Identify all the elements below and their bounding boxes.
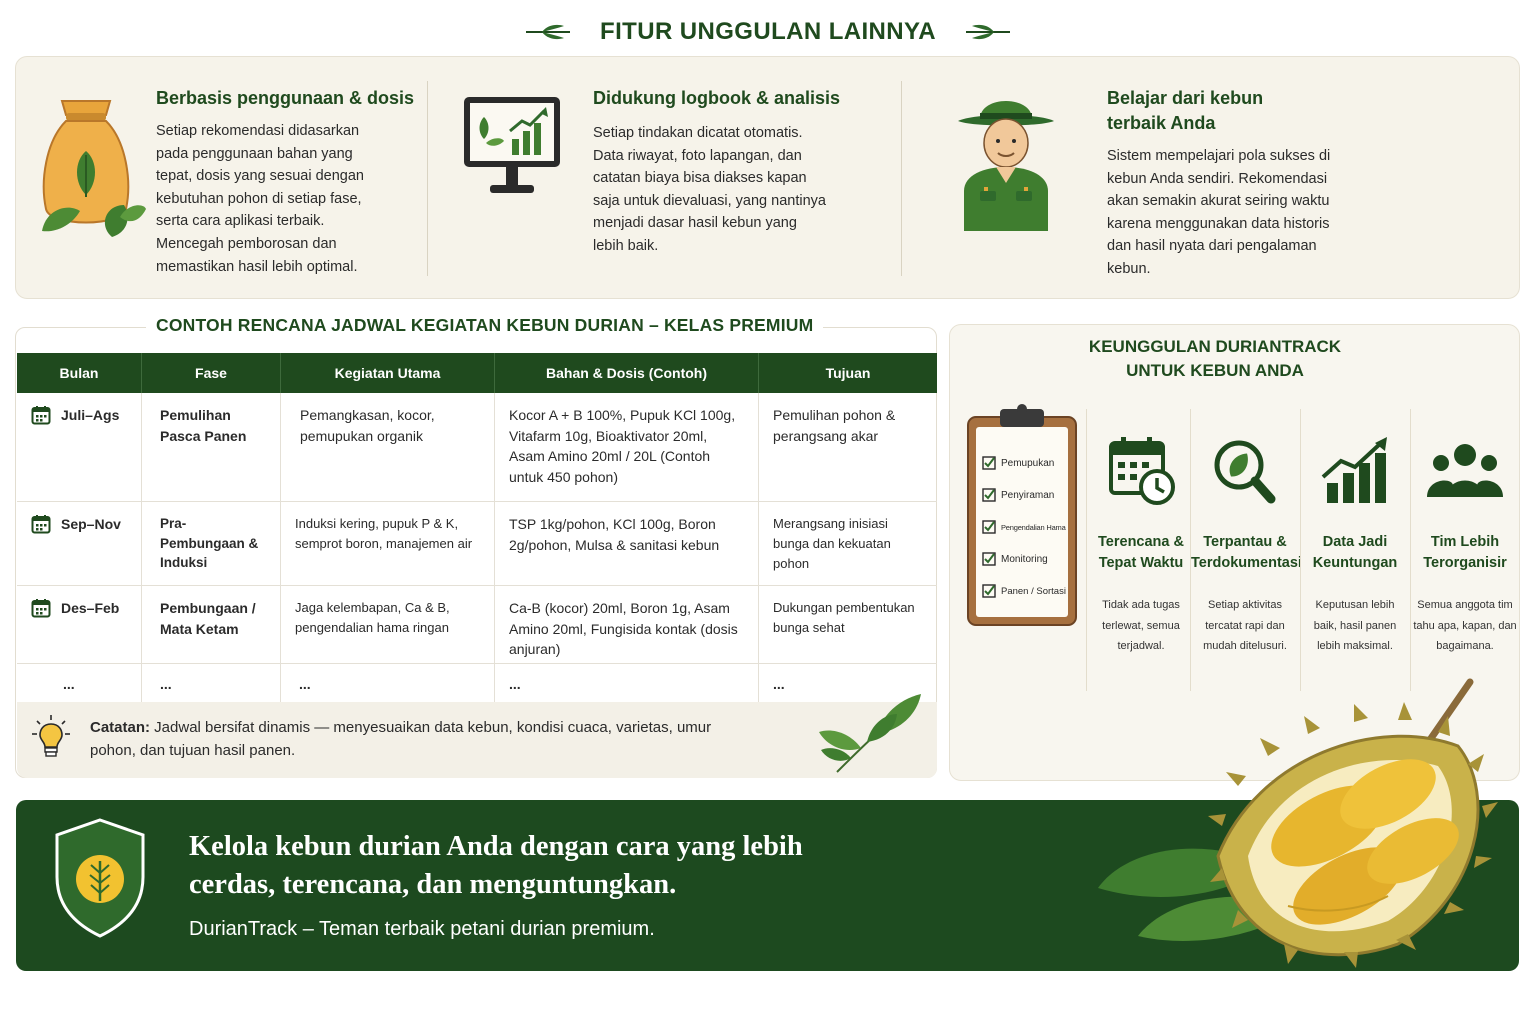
advantage-title: Terpantau & Terdokumentasi (1191, 534, 1302, 571)
feature-title: Didukung logbook & analisis (593, 88, 841, 108)
advantage-description: Semua anggota tim tahu apa, kapan, dan bagaimana. (1413, 599, 1517, 652)
checklist-label: Pemupukan (1001, 457, 1055, 469)
advantage-planned-on-time (1086, 409, 1194, 691)
column-header-month: Bulan (17, 353, 142, 393)
durian-fruit-icon (1098, 676, 1508, 972)
table-row (17, 502, 937, 586)
note-body: Jadwal bersifat dinamis — menyesuaikan data kebun, kondisi cuaca, varietas, umur pohon, dan tujuan hasil panen. (90, 719, 712, 759)
materials-cell: Kocor A + B 100%, Pupuk KCl 100g, Vitafarm 10g, Bioaktivator 20ml, Asam Amino 20ml / 20L (Contoh untuk 450 pohon) (495, 393, 759, 501)
month-cell (17, 502, 142, 585)
checklist-item (982, 543, 1074, 575)
footer-tagline: DurianTrack – Teman terbaik petani durian premium. (189, 918, 655, 940)
goal-cell: Merangsang inisiasi bunga dan kekuatan pohon (773, 516, 891, 571)
advantage-title: Terencana & Tepat Waktu (1098, 534, 1184, 571)
phase-cell: ... (142, 664, 281, 702)
checklist-label: Penyiraman (1001, 489, 1055, 501)
phase-cell: Pemulihan Pasca Panen (142, 393, 281, 501)
feature-title: Berbasis penggunaan & dosis (156, 88, 415, 108)
calendar-clock-icon (1101, 435, 1181, 509)
section-header (0, 14, 1536, 50)
page-title: FITUR UNGGULAN LAINNYA (600, 18, 936, 45)
column-header-phase: Fase (142, 353, 281, 393)
note-label: Catatan: (90, 719, 151, 736)
materials-cell: TSP 1kg/pohon, KCl 100g, Boron 2g/pohon, Mulsa & sanitasi kebun (495, 502, 759, 585)
checkbox-checked-icon (982, 488, 996, 502)
calendar-icon (31, 405, 51, 425)
phase-cell: Pra-Pembungaan & Induksi (142, 502, 281, 585)
activity-cell: Pemangkasan, kocor, pemupukan organik (281, 393, 495, 501)
checkbox-checked-icon (982, 520, 996, 534)
month-cell (17, 393, 142, 501)
advantage-title: Tim Lebih Terorganisir (1423, 534, 1507, 571)
checklist-item (982, 479, 1074, 511)
advantage-title: Data Jadi Keuntungan (1312, 534, 1398, 571)
schedule-note (17, 702, 937, 778)
farmer-icon (954, 87, 1058, 231)
column-header-goal: Tujuan (825, 365, 871, 381)
leaf-ornament-right-icon (964, 22, 1012, 42)
feature-description: Setiap tindakan dicatat otomatis. Data riwayat, foto lapangan, dan catatan biaya bisa diakses kapan saja untuk dievaluasi, yang nantinya menjadi dasar hasil kebun yang lebih baik. (593, 125, 826, 254)
table-header (17, 353, 937, 393)
feature-description: Sistem mempelajari pola sukses di kebun Anda sendiri. Rekomendasi akan semakin akurat seiring waktu karena menggunakan data historis dan hasil nyata dari pengalaman kebun. (1107, 148, 1331, 277)
feature-learn-best-farm (902, 57, 1520, 298)
lightbulb-icon (31, 714, 71, 758)
advantage-organized-team (1410, 409, 1518, 691)
calendar-icon (31, 598, 51, 618)
advantage-description: Setiap aktivitas tercatat rapi dan mudah ditelusuri. (1203, 599, 1287, 652)
leaf-ornament-left-icon (524, 22, 572, 42)
feature-description: Setiap rekomendasi didasarkan pada penggunaan bahan yang tepat, dosis yang sesuai dengan kebutuhan pohon di setiap fase, serta cara aplikasi terbaik. Mencegah pemborosan dan memastikan hasil lebih optimal. (156, 123, 364, 275)
month-label: Des–Feb (61, 600, 120, 616)
feature-title: Belajar dari kebun terbaik Anda (1107, 88, 1264, 133)
materials-cell: Ca-B (kocor) 20ml, Boron 1g, Asam Amino 20ml, Fungisida kontak (dosis anjuran) (495, 586, 759, 663)
activity-cell: Induksi kering, pupuk P & K, semprot boron, manajemen air (281, 502, 495, 585)
month-label: Sep–Nov (61, 516, 121, 532)
magnifier-leaf-icon (1205, 435, 1285, 509)
feature-usage-dosage (16, 57, 426, 298)
monitor-chart-icon (462, 95, 562, 201)
leaf-branch-icon (817, 692, 927, 778)
materials-cell: ... (495, 664, 759, 702)
advantage-monitored-documented (1190, 409, 1302, 691)
table-row (17, 393, 937, 502)
advantage-description: Tidak ada tugas terlewat, semua terjadwal. (1102, 599, 1180, 652)
column-header-materials: Bahan & Dosis (Contoh) (495, 353, 759, 393)
checklist-label: Pengendalian Hama (1001, 522, 1066, 532)
advantages-title: KEUNGGULAN DURIANTRACK UNTUK KEBUN ANDA (1088, 337, 1342, 380)
goal-cell: Dukungan pembentukan bunga sehat (773, 600, 915, 635)
task-checklist-clipboard (966, 403, 1078, 629)
checklist-label: Panen / Sortasi (1001, 585, 1066, 597)
team-icon (1425, 435, 1505, 509)
column-header-activity: Kegiatan Utama (281, 353, 495, 393)
checkbox-checked-icon (982, 456, 996, 470)
calendar-icon (31, 514, 51, 534)
goal-cell: Pemulihan pohon & perangsang akar (773, 407, 896, 444)
footer-headline: Kelola kebun durian Anda dengan cara yang lebih cerdas, terencana, dan menguntungkan. (189, 831, 803, 900)
table-row (17, 586, 937, 664)
phase-cell: Pembungaan / Mata Ketam (142, 586, 281, 663)
month-label: Juli–Ags (61, 407, 120, 423)
feature-logbook-analysis (428, 57, 900, 298)
advantage-data-to-profit (1300, 409, 1408, 691)
growth-chart-icon (1315, 435, 1395, 509)
table-row (17, 664, 937, 702)
features-panel (15, 56, 1520, 299)
schedule-table-panel (15, 315, 937, 778)
advantage-description: Keputusan lebih baik, hasil panen lebih maksimal. (1313, 599, 1397, 652)
checklist-item (982, 511, 1074, 543)
note-text (90, 716, 730, 762)
checkbox-checked-icon (982, 552, 996, 566)
fertilizer-sack-icon (36, 91, 148, 241)
checklist-label: Monitoring (1001, 553, 1048, 565)
schedule-title: CONTOH RENCANA JADWAL KEGIATAN KEBUN DURIAN – KELAS PREMIUM (146, 315, 823, 336)
activity-cell: ... (281, 664, 495, 702)
month-cell (17, 586, 142, 663)
goal-cell: ... (773, 676, 785, 692)
checklist-item (982, 575, 1074, 607)
month-cell: ... (17, 664, 142, 702)
shield-leaf-icon (53, 817, 147, 939)
checkbox-checked-icon (982, 584, 996, 598)
activity-cell: Jaga kelembapan, Ca & B, pengendalian hama ringan (281, 586, 495, 663)
checklist-item (982, 447, 1074, 479)
